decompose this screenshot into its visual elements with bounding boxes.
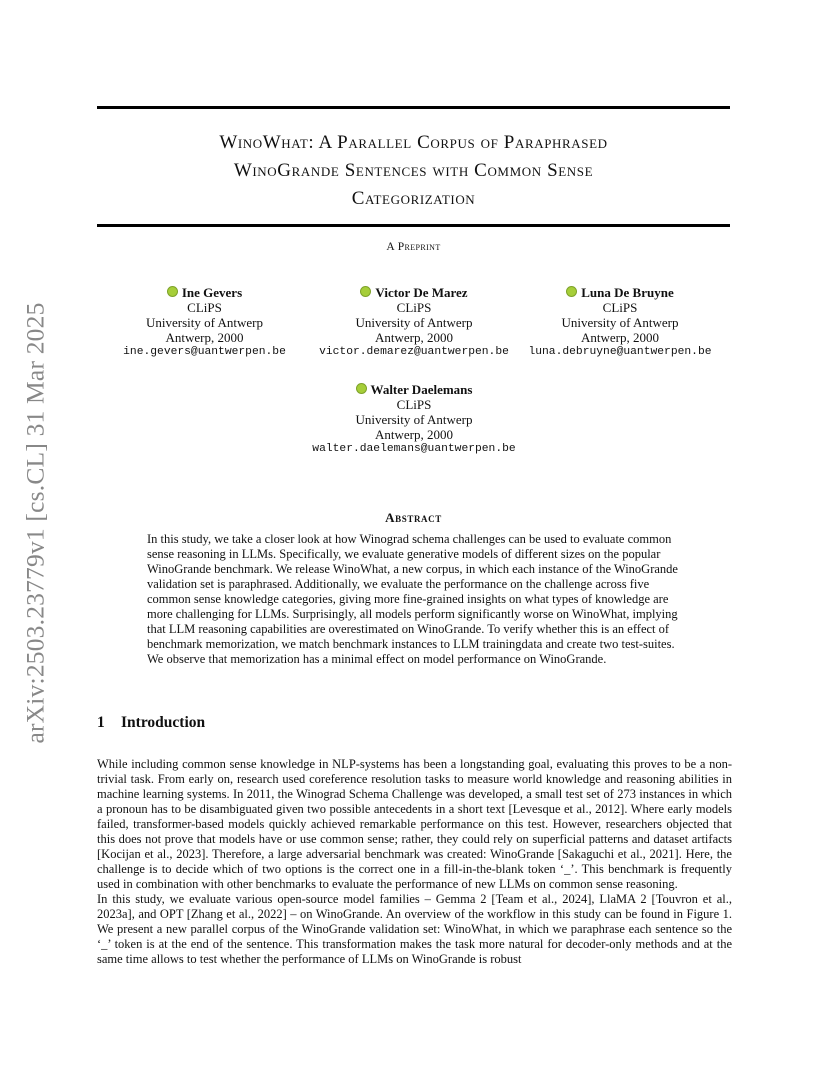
author-city: Antwerp, 2000 [581, 330, 659, 345]
author-name: Walter Daelemans [370, 382, 473, 397]
preprint-label: A Preprint [386, 241, 441, 253]
orcid-icon[interactable] [360, 286, 371, 297]
author-university: University of Antwerp [561, 315, 679, 330]
author-email[interactable]: ine.gevers@uantwerpen.be [123, 346, 286, 358]
author-city: Antwerp, 2000 [375, 427, 453, 442]
author-affiliation: CLiPS [396, 397, 432, 412]
abstract-heading: Abstract [385, 510, 442, 525]
author-name-line [299, 285, 529, 300]
title-line-2: WinoGrande Sentences with Common Sense [233, 160, 594, 181]
title-rule-top [97, 106, 730, 109]
abstract-text: In this study, we take a closer look at how Winograd schema challenges can be used to evaluate common sense reasoning in LLMs. Specifically, we evaluate generative models of different sizes on the popular WinoGrande benchmark. We release WinoWhat, a new corpus, in which each instance of the WinoGrande validation set is paraphrased. Additionally, we evaluate the performance on the challenge across five common sense knowledge categories, giving more fine-grained insights on what types of knowledge are more challenging for LLMs. Surprisingly, all models perform significantly worse on WinoWhat, implying that LLM reasoning capabilities are overestimated on WinoGrande. To verify whether this is an effect of benchmark memorization, we match benchmark instances to LLM trainingdata and create two test-suites. We observe that memorization has a minimal effect on model performance on WinoGrande. [147, 532, 678, 666]
paragraph: While including common sense knowledge in NLP-systems has been a longstanding goal, evaluating this proves to be a non-trivial task. From early on, research used coreference resolution tasks to measure world knowledge and reasoning abilities in machine learning systems. In 2011, the Winograd Schema Challenge was developed, a small test set of 273 instances in which a pronoun has to be disambiguated given two possible antecedents in a short text [Levesque et al., 2012]. Where early models failed, transformer-based models quickly achieved remarkable performance on this test. However, researchers objected that this does not prove that models have or use common sense; rather, they could rely on superficial patterns and dataset artifacts [Kocijan et al., 2023]. Therefore, a large adversarial benchmark was created: WinoGrande [Sakaguchi et al., 2021]. Here, the challenge is to decide which of two options is the correct one in a fill-in-the-blank token ‘_’. This benchmark is frequently used in combination with other benchmarks to evaluate the performance of new LLMs on common sense reasoning. [97, 757, 732, 891]
author-name-line [299, 382, 529, 397]
section-title: Introduction [121, 714, 206, 731]
author-name-line [515, 285, 725, 300]
author-email[interactable]: luna.debruyne@uantwerpen.be [528, 346, 712, 358]
orcid-icon[interactable] [356, 383, 367, 394]
author-affiliation: CLiPS [187, 300, 222, 315]
orcid-icon[interactable] [167, 286, 178, 297]
author-block [299, 285, 529, 360]
section-heading [97, 714, 205, 732]
section-number: 1 [97, 714, 105, 731]
orcid-icon[interactable] [566, 286, 577, 297]
author-university: University of Antwerp [355, 412, 473, 427]
author-university: University of Antwerp [355, 315, 473, 330]
arxiv-identifier-text: arXiv:2503.23779v1 [cs.CL] 31 Mar 2025 [21, 301, 51, 744]
title-line-3: Categorization [351, 188, 476, 209]
author-name: Victor De Marez [375, 285, 468, 300]
author-block [97, 285, 312, 360]
title-line-1: WinoWhat: A Parallel Corpus of Paraphrased [219, 132, 608, 153]
title-rule-bottom [97, 224, 730, 227]
introduction-body [97, 757, 732, 967]
arxiv-identifier [18, 285, 54, 760]
author-affiliation: CLiPS [602, 300, 638, 315]
author-name: Luna De Bruyne [581, 285, 674, 300]
author-city: Antwerp, 2000 [165, 330, 244, 345]
author-city: Antwerp, 2000 [375, 330, 453, 345]
author-block [299, 382, 529, 457]
author-name-line [97, 285, 312, 300]
author-email[interactable]: walter.daelemans@uantwerpen.be [312, 443, 516, 455]
author-block [515, 285, 725, 360]
paper-title [97, 129, 730, 213]
author-name: Ine Gevers [181, 285, 243, 300]
author-email[interactable]: victor.demarez@uantwerpen.be [319, 346, 509, 358]
paragraph: In this study, we evaluate various open-source model families – Gemma 2 [Team et al., 2024], LlaMA 2 [Touvron et al., 2023a], and OPT [Zhang et al., 2022] – on WinoGrande. An overview of the workflow in this study can be found in Figure 1. We present a new parallel corpus of the WinoGrande validation set: WinoWhat, in which we paraphrase each sentence so the ‘_’ token is at the end of the sentence. This transformation makes the task more natural for decoder-only methods and at the same time allows to test whether the performance of LLMs on WinoGrande is robust [97, 892, 732, 966]
author-affiliation: CLiPS [396, 300, 432, 315]
author-university: University of Antwerp [146, 315, 263, 330]
